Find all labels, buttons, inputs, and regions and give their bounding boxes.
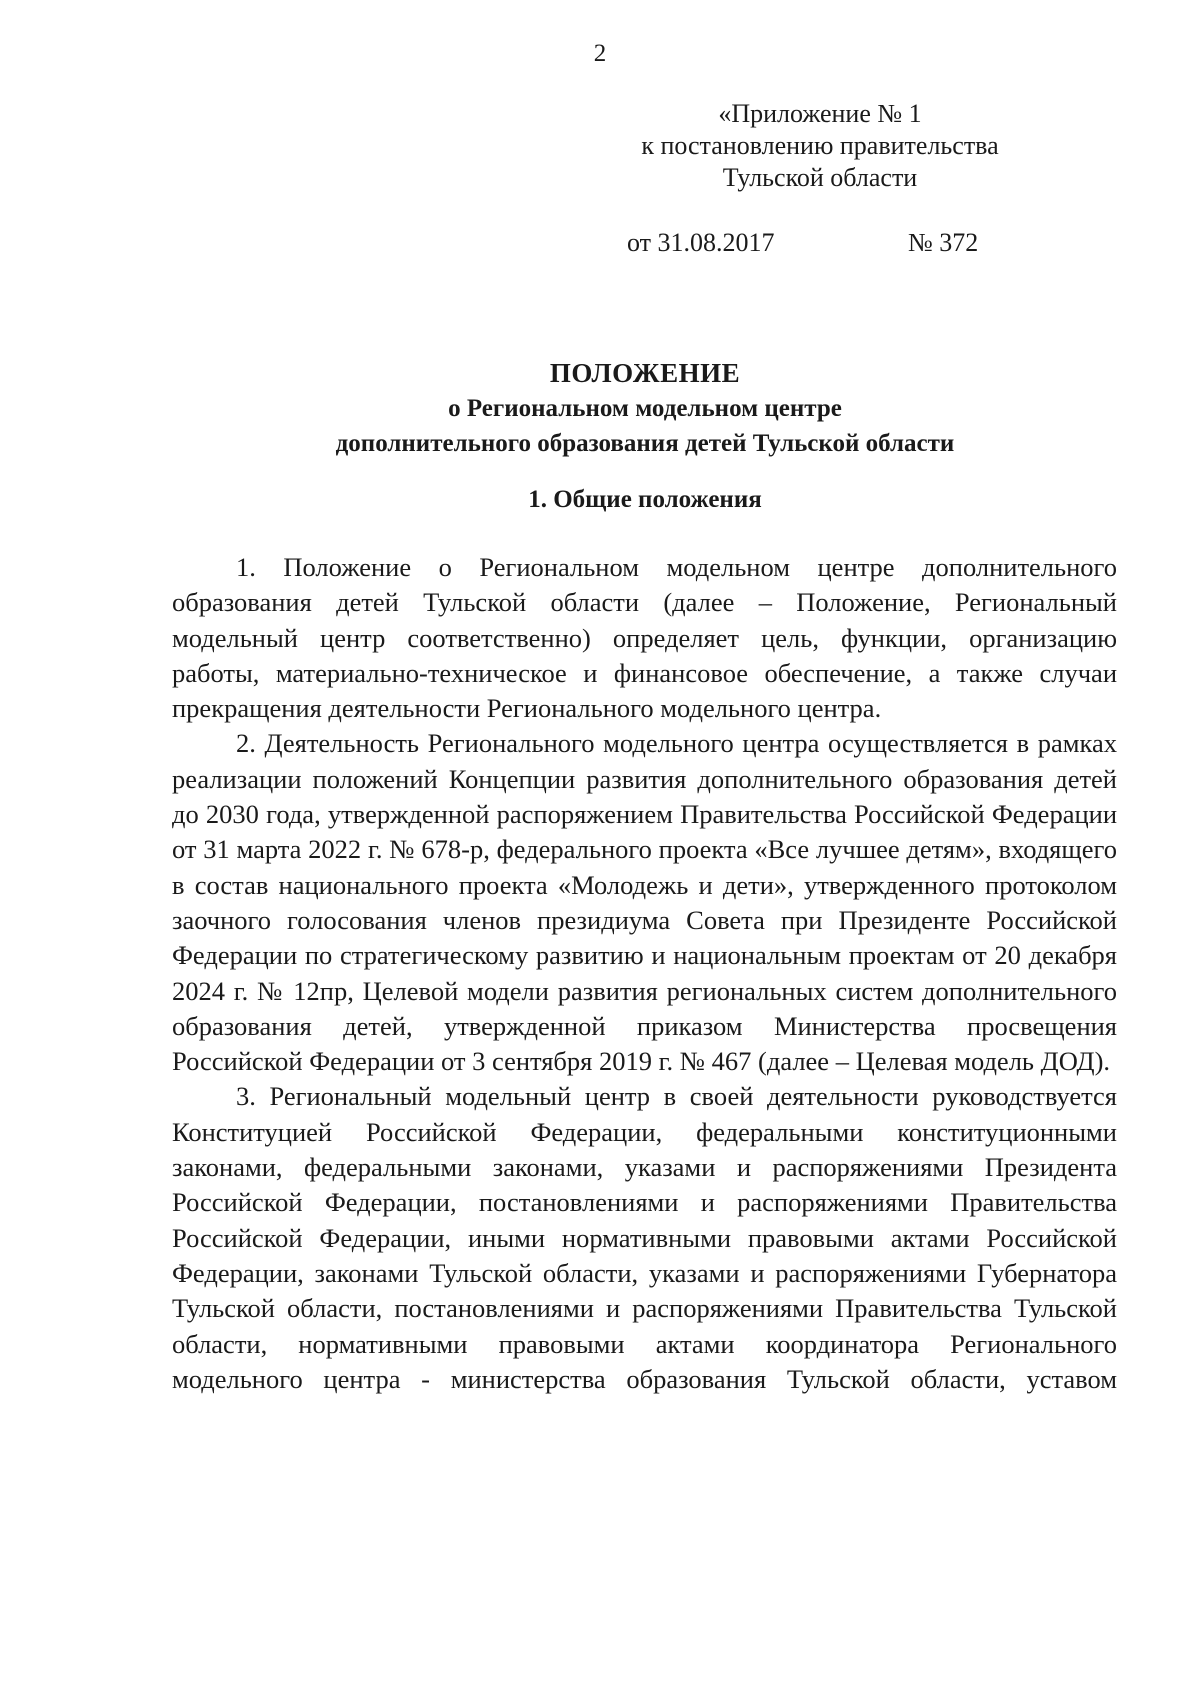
resolution-date: от 31.08.2017 [627,228,775,257]
paragraph-2: 2. Деятельность Регионального модельного центра осуществляется в рамках реализации положений Концепции развития дополнительного образования детей до 2030 года, утвержденной распоряжением Правительства Российской Федерации от 31 марта 2022 г. № 678-р, федерального проекта «Все лучшее детям», входящего в состав национального проекта «Молодежь и дети», утвержденного протоколом заочного голосования членов президиума Совета при Президенте Российской Федерации по стратегическому развитию и национальным проектам от 20 декабря 2024 г. № 12пр, Целевой модели развития региональных систем дополнительного образования детей, утвержденной приказом Министерства просвещения Российской Федерации от 3 сентября 2019 г. № 467 (далее – Целевая модель ДОД). [172,728,1117,1077]
appendix-line-1: «Приложение № 1 [718,99,922,128]
paragraph-1: 1. Положение о Региональном модельном центре дополнительного образования детей Тульской области (далее – Положение, Региональный модельный центр соответственно) определяет цель, функции, организацию работы, материально-техническое и финансовое обеспечение, а также случаи прекращения деятельности Регионального модельного центра. [172,552,1117,724]
resolution-number: № 372 [908,228,979,257]
appendix-header [600,98,1040,194]
section-heading: 1. Общие положения [528,486,762,513]
body-text [172,550,1117,1397]
document-title: ПОЛОЖЕНИЕ [549,358,741,388]
appendix-line-3: Тульской области [722,163,918,192]
document-subtitle-line-1: о Региональном модельном центре [448,395,842,422]
document-subtitle-line-2: дополнительного образования детей Тульской области [335,430,955,457]
paragraph-3: 3. Региональный модельный центр в своей деятельности руководствуется Конституцией Российской Федерации, федеральными конституционными законами, федеральными законами, указами и распоряжениями Президента Российской Федерации, постановлениями и распоряжениями Правительства Российской Федерации, иными нормативными правовыми актами Российской Федерации, законами Тульской области, указами и распоряжениями Губернатора Тульской области, постановлениями и распоряжениями Правительства Тульской области, нормативными правовыми актами координатора Регионального модельного центра - министерства образования Тульской области, уставом [172,1081,1117,1394]
appendix-line-2: к постановлению правительства [641,131,999,160]
page-number: 2 [593,40,607,67]
document-title-block [0,355,1200,461]
